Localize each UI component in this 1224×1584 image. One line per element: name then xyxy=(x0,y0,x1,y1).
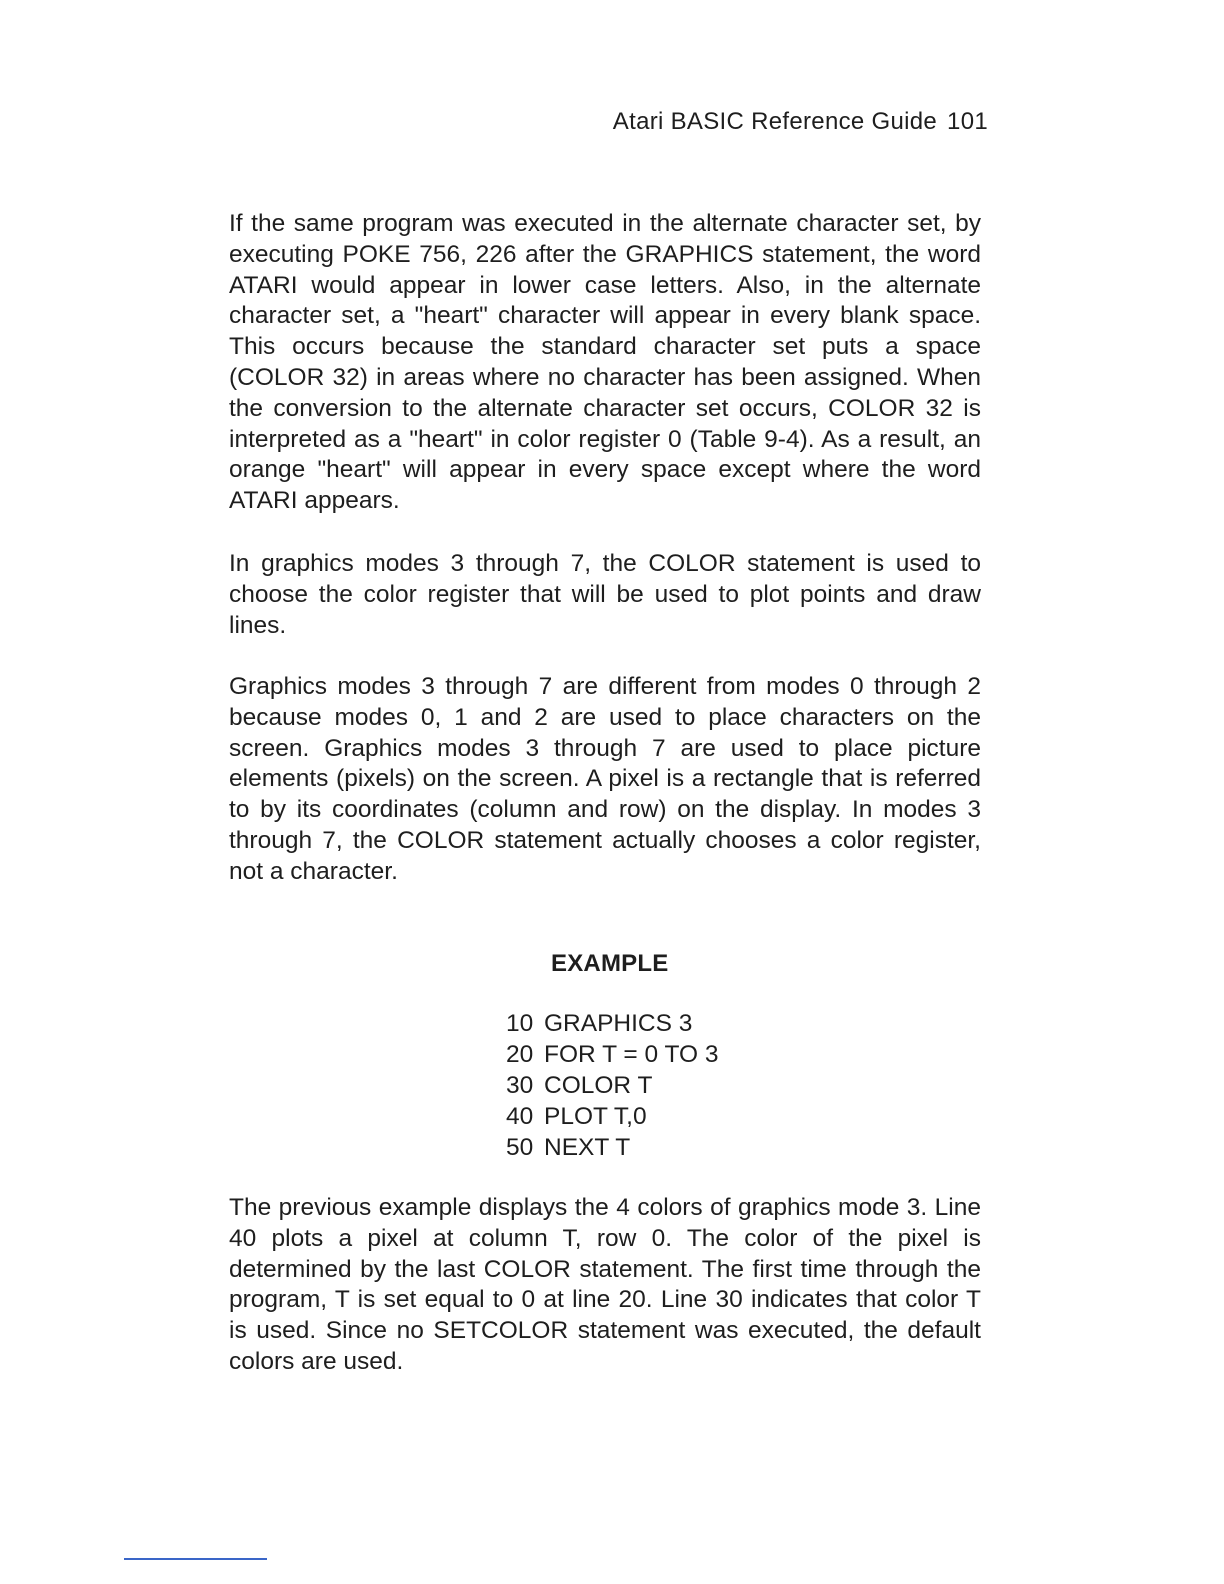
code-statement: PLOT T,0 xyxy=(544,1103,647,1130)
paragraph-alternate-character-set: If the same program was executed in the alternate character set, by executing POKE 756, 226 after the GRAPHICS statement, the word ATARI would appear in lower case letters. Also, in the alternate character set, a "heart" character will appear in every blank space. This occurs because the standard character set puts a space (COLOR 32) in areas where no character has been assigned. When the conversion to the alternate character set occurs, COLOR 32 is interpreted as a "heart" in color register 0 (Table 9-4). As a result, an orange "heart" will appear in every space except where the word ATARI appears. xyxy=(229,210,981,515)
example-heading: EXAMPLE xyxy=(551,950,669,977)
code-line xyxy=(506,1008,719,1039)
code-statement: GRAPHICS 3 xyxy=(544,1010,693,1037)
code-statement: FOR T = 0 TO 3 xyxy=(544,1041,719,1068)
line-number: 50 xyxy=(506,1134,534,1161)
code-line xyxy=(506,1070,719,1101)
footer-rule xyxy=(124,1558,267,1560)
code-line xyxy=(506,1132,719,1163)
code-line xyxy=(506,1101,719,1132)
line-number: 30 xyxy=(506,1072,534,1099)
line-number: 10 xyxy=(506,1010,534,1037)
code-statement: COLOR T xyxy=(544,1072,653,1099)
line-number: 40 xyxy=(506,1103,534,1130)
example-code-listing xyxy=(506,1008,719,1163)
paragraph-graphics-modes: Graphics modes 3 through 7 are different from modes 0 through 2 because modes 0, 1 and 2 are used to place characters on the screen. Graphics modes 3 through 7 are used to place picture elements (pixels) on the screen. A pixel is a rectangle that is referred to by its coordinates (column and row) on the display. In modes 3 through 7, the COLOR statement actually chooses a color register, not a character. xyxy=(229,673,981,885)
page-number: 101 xyxy=(947,108,988,135)
line-number: 20 xyxy=(506,1041,534,1068)
paragraph-color-statement: In graphics modes 3 through 7, the COLOR statement is used to choose the color register that will be used to plot points and draw lines. xyxy=(229,550,981,639)
running-header xyxy=(613,108,988,136)
book-title: Atari BASIC Reference Guide xyxy=(612,108,938,135)
code-line xyxy=(506,1039,719,1070)
paragraph-example-explanation: The previous example displays the 4 colors of graphics mode 3. Line 40 plots a pixel at column T, row 0. The color of the pixel is determined by the last COLOR statement. The first time through the program, T is set equal to 0 at line 20. Line 30 indicates that color T is used. Since no SETCOLOR statement was executed, the default colors are used. xyxy=(229,1194,981,1375)
code-statement: NEXT T xyxy=(544,1134,631,1161)
